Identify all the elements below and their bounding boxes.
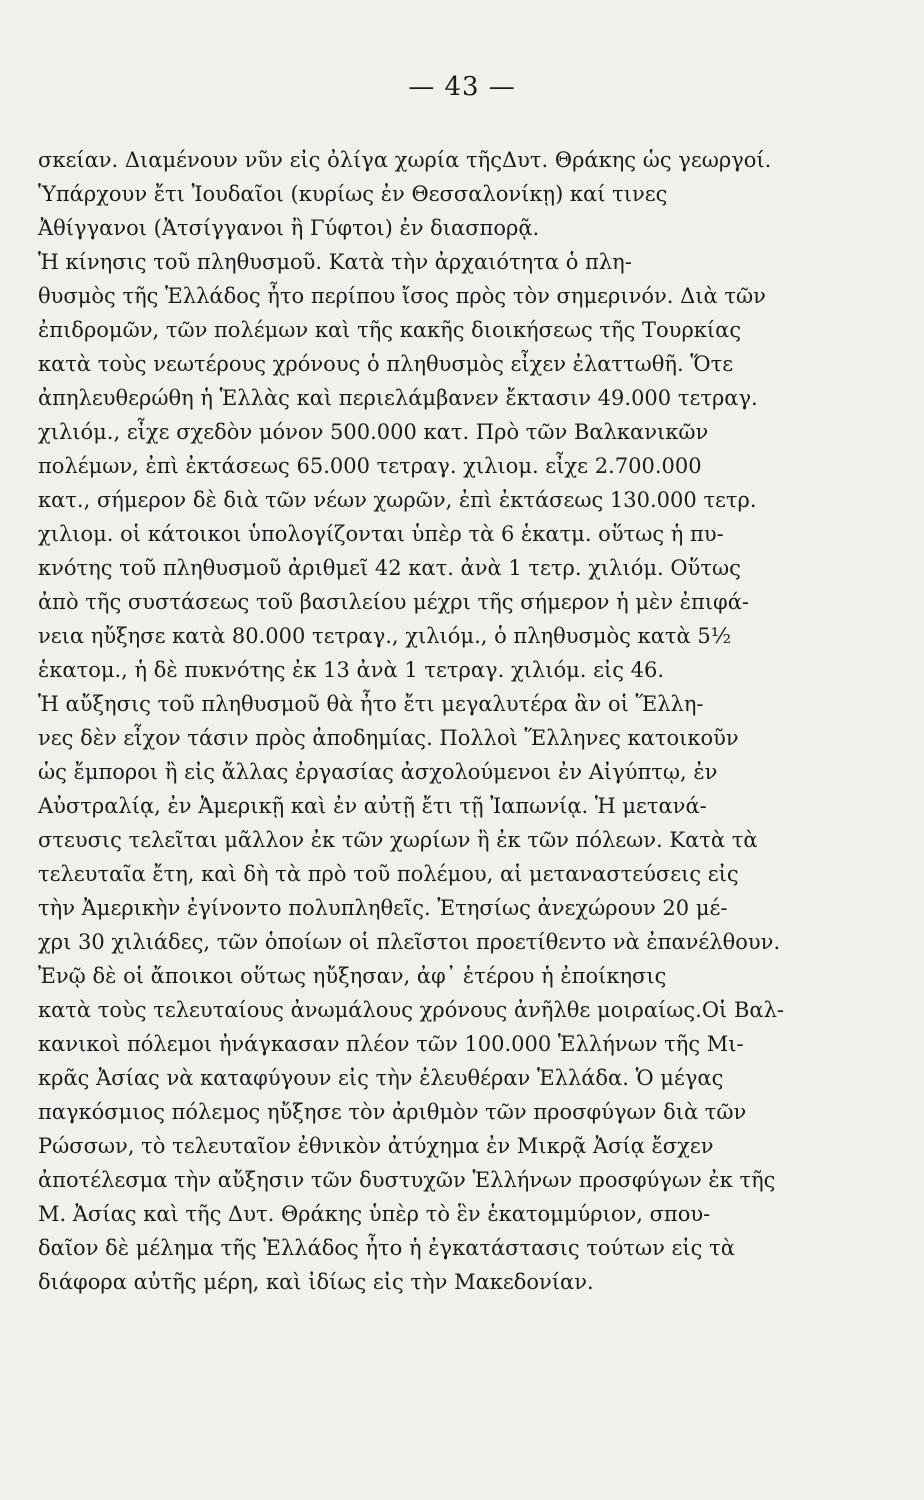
text-line: πολέμων, ἐπὶ ἐκτάσεως 65.000 τετραγ. χιλιομ. εἶχε 2.700.000: [38, 454, 702, 478]
text-line: κατὰ τοὺς τελευταίους ἀνωμάλους χρόνους ἀνῆλθε μοιραίως.Οἱ Βαλ-: [38, 998, 784, 1022]
text-line: Ἀθίγγανοι (Ἀτσίγγανοι ἢ Γύφτοι) ἐν διασπορᾷ.: [38, 216, 540, 240]
text-line: κανικοὶ πόλεμοι ἠνάγκασαν πλέον τῶν 100.000 Ἑλλήνων τῆς Μι-: [38, 1032, 744, 1056]
text-line: κατ., σήμερον δὲ διὰ τῶν νέων χωρῶν, ἐπὶ ἐκτάσεως 130.000 τετρ.: [38, 488, 757, 512]
text-line: χιλιομ. οἱ κάτοικοι ὑπολογίζονται ὑπὲρ τὰ 6 ἑκατμ. οὕτως ἡ πυ-: [38, 522, 724, 546]
text-line: κατὰ τοὺς νεωτέρους χρόνους ὁ πληθυσμὸς εἶχεν ἐλαττωθῆ. Ὅτε: [38, 352, 734, 376]
page-number: — 43 —: [408, 72, 516, 102]
text-line: Ἡ αὔξησις τοῦ πληθυσμοῦ θὰ ἦτο ἔτι μεγαλυτέρα ἂν οἱ Ἕλλη-: [38, 692, 704, 716]
text-line: διάφορα αὐτῆς μέρη, καὶ ἰδίως εἰς τὴν Μακεδονίαν.: [38, 1270, 594, 1294]
text-line: Ὑπάρχουν ἔτι Ἰουδαῖοι (κυρίως ἐν Θεσσαλονίκῃ) καί τινες: [38, 182, 668, 206]
text-line: ἀπὸ τῆς συστάσεως τοῦ βασιλείου μέχρι τῆς σήμερον ἡ μὲν ἐπιφά-: [38, 590, 749, 614]
text-line: ὡς ἔμποροι ἢ εἰς ἄλλας ἐργασίας ἀσχολούμενοι ἐν Αἰγύπτῳ, ἐν: [38, 760, 718, 784]
text-line: τὴν Ἀμερικὴν ἐγίνοντο πολυπληθεῖς. Ἐτησίως ἀνεχώρουν 20 μέ-: [38, 896, 728, 920]
text-line: χρι 30 χιλιάδες, τῶν ὁποίων οἱ πλεῖστοι προετίθεντο νὰ ἐπανέλθουν.: [38, 930, 781, 954]
text-line: νες δὲν εἶχον τάσιν πρὸς ἀποδημίας. Πολλοὶ Ἕλληνες κατοικοῦν: [38, 726, 739, 750]
text-line: ἑκατομ., ἡ δὲ πυκνότης ἐκ 13 ἀνὰ 1 τετραγ. χιλιόμ. εἰς 46.: [38, 658, 665, 682]
text-line: δαῖον δὲ μέλημα τῆς Ἑλλάδος ἦτο ἡ ἐγκατάστασις τούτων εἰς τὰ: [38, 1236, 735, 1260]
text-line: χιλιόμ., εἶχε σχεδὸν μόνον 500.000 κατ. Πρὸ τῶν Βαλκανικῶν: [38, 420, 709, 444]
text-line: Ἡ κίνησις τοῦ πληθυσμοῦ. Κατὰ τὴν ἀρχαιότητα ὁ πλη-: [38, 250, 632, 274]
text-line: τελευταῖα ἔτη, καὶ δὴ τὰ πρὸ τοῦ πολέμου, αἱ μεταναστεύσεις εἰς: [38, 862, 739, 886]
text-line: θυσμὸς τῆς Ἑλλάδος ἦτο περίπου ἴσος πρὸς τὸν σημερινόν. Διὰ τῶν: [38, 284, 766, 308]
text-line: Αὐστραλίᾳ, ἐν Ἀμερικῇ καὶ ἐν αὐτῇ ἔτι τῇ Ἰαπωνίᾳ. Ἡ μετανά-: [38, 794, 707, 818]
text-line: στευσις τελεῖται μᾶλλον ἐκ τῶν χωρίων ἢ ἐκ τῶν πόλεων. Κατὰ τὰ: [38, 828, 758, 852]
text-line: κρᾶς Ἀσίας νὰ καταφύγουν εἰς τὴν ἐλευθέραν Ἑλλάδα. Ὁ μέγας: [38, 1066, 724, 1090]
text-line: παγκόσμιος πόλεμος ηὔξησε τὸν ἀριθμὸν τῶν προσφύγων διὰ τῶν: [38, 1100, 747, 1124]
body-text: [38, 143, 830, 1299]
text-line: ἀποτέλεσμα τὴν αὔξησιν τῶν δυστυχῶν Ἑλλήνων προσφύγων ἐκ τῆς: [38, 1168, 776, 1192]
text-line: κνότης τοῦ πληθυσμοῦ ἀριθμεῖ 42 κατ. ἀνὰ 1 τετρ. χιλιόμ. Οὕτως: [38, 556, 741, 580]
text-line: ἀπηλευθερώθη ἡ Ἑλλὰς καὶ περιελάμβανεν ἔκτασιν 49.000 τετραγ.: [38, 386, 758, 410]
text-line: Μ. Ἀσίας καὶ τῆς Δυτ. Θράκης ὑπὲρ τὸ ἓν ἑκατομμύριον, σπου-: [38, 1202, 711, 1226]
text-line: ἐπιδρομῶν, τῶν πολέμων καὶ τῆς κακῆς διοικήσεως τῆς Τουρκίας: [38, 318, 742, 342]
text-line: σκείαν. Διαμένουν νῦν εἰς ὀλίγα χωρία τῆςΔυτ. Θράκης ὡς γεωργοί.: [38, 148, 772, 172]
text-line: Ρώσσων, τὸ τελευταῖον ἐθνικὸν ἀτύχημα ἐν Μικρᾷ Ἀσίᾳ ἔσχεν: [38, 1134, 714, 1158]
text-line: Ἐνῷ δὲ οἱ ἄποικοι οὕτως ηὔξησαν, ἀφ᾽ ἑτέρου ἡ ἐποίκησις: [38, 964, 667, 988]
text-line: νεια ηὔξησε κατὰ 80.000 τετραγ., χιλιόμ., ὁ πληθυσμὸς κατὰ 5½: [38, 624, 732, 648]
